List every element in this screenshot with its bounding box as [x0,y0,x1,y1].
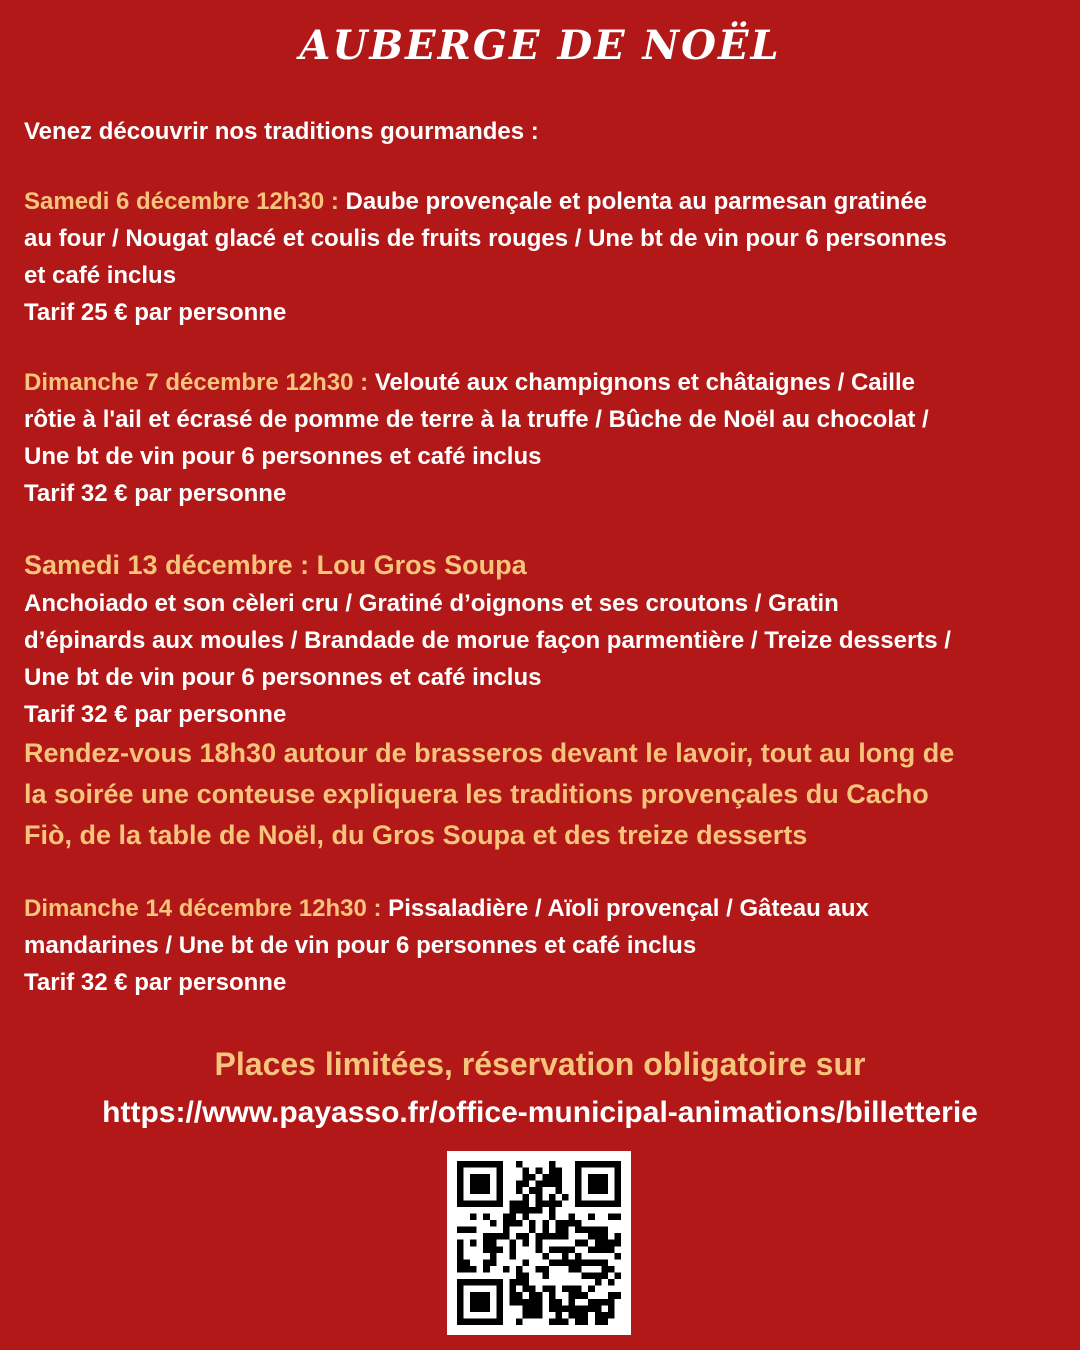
event-menu: d’épinards aux moules / Brandade de morue façon parmentière / Treize desserts / [24,627,951,654]
event-date: Samedi 13 décembre : Lou Gros Soupa [24,550,527,580]
event-note: Fiò, de la table de Noël, du Gros Soupa et des treize desserts [24,820,808,850]
event-note: la soirée une conteuse expliquera les traditions provençales du Cacho [24,779,929,809]
event-price: Tarif 32 € par personne [24,701,287,728]
qr-code-icon[interactable] [447,1151,631,1335]
event-menu: mandarines / Une bt de vin pour 6 personnes et café inclus [24,932,697,959]
event-saturday-13 [24,545,1060,856]
event-line [24,364,1060,401]
event-saturday-6 [24,183,1060,331]
intro-text: Venez découvrir nos traditions gourmandes : [24,118,539,145]
page-title: AUBERGE DE NOËL [299,22,781,69]
event-line [24,183,1060,220]
event-menu: Une bt de vin pour 6 personnes et café inclus [24,664,542,691]
event-price: Tarif 32 € par personne [24,969,287,996]
event-date: Dimanche 7 décembre 12h30 : [24,369,369,396]
event-menu: Velouté aux champignons et châtaignes / Caille [368,369,915,396]
event-menu: rôtie à l'ail et écrasé de pomme de terre à la truffe / Bûche de Noël au chocolat / [24,406,929,433]
event-menu: au four / Nougat glacé et coulis de fruits rouges / Une bt de vin pour 6 personnes [24,225,947,252]
booking-link[interactable]: https://www.payasso.fr/office-municipal-animations/billetterie [102,1096,978,1129]
event-menu: Une bt de vin pour 6 personnes et café inclus [24,443,542,470]
event-note: Rendez-vous 18h30 autour de brasseros devant le lavoir, tout au long de [24,738,955,768]
event-date: Samedi 6 décembre 12h30 : [24,188,339,215]
event-menu: Daube provençale et polenta au parmesan gratinée [338,188,928,215]
event-menu: Anchoiado et son cèleri cru / Gratiné d’oignons et ses croutons / Gratin [24,590,839,617]
event-menu: Pissaladière / Aïoli provençal / Gâteau aux [381,895,869,922]
event-date: Dimanche 14 décembre 12h30 : [24,895,382,922]
reservation-notice: Places limitées, réservation obligatoire sur [214,1046,866,1082]
event-price: Tarif 25 € par personne [24,299,287,326]
event-sunday-14 [24,890,1060,1001]
event-price: Tarif 32 € par personne [24,480,287,507]
event-sunday-7 [24,364,1060,512]
qr-code-graphic [457,1161,621,1325]
event-line [24,890,1060,927]
event-menu: et café inclus [24,262,177,289]
